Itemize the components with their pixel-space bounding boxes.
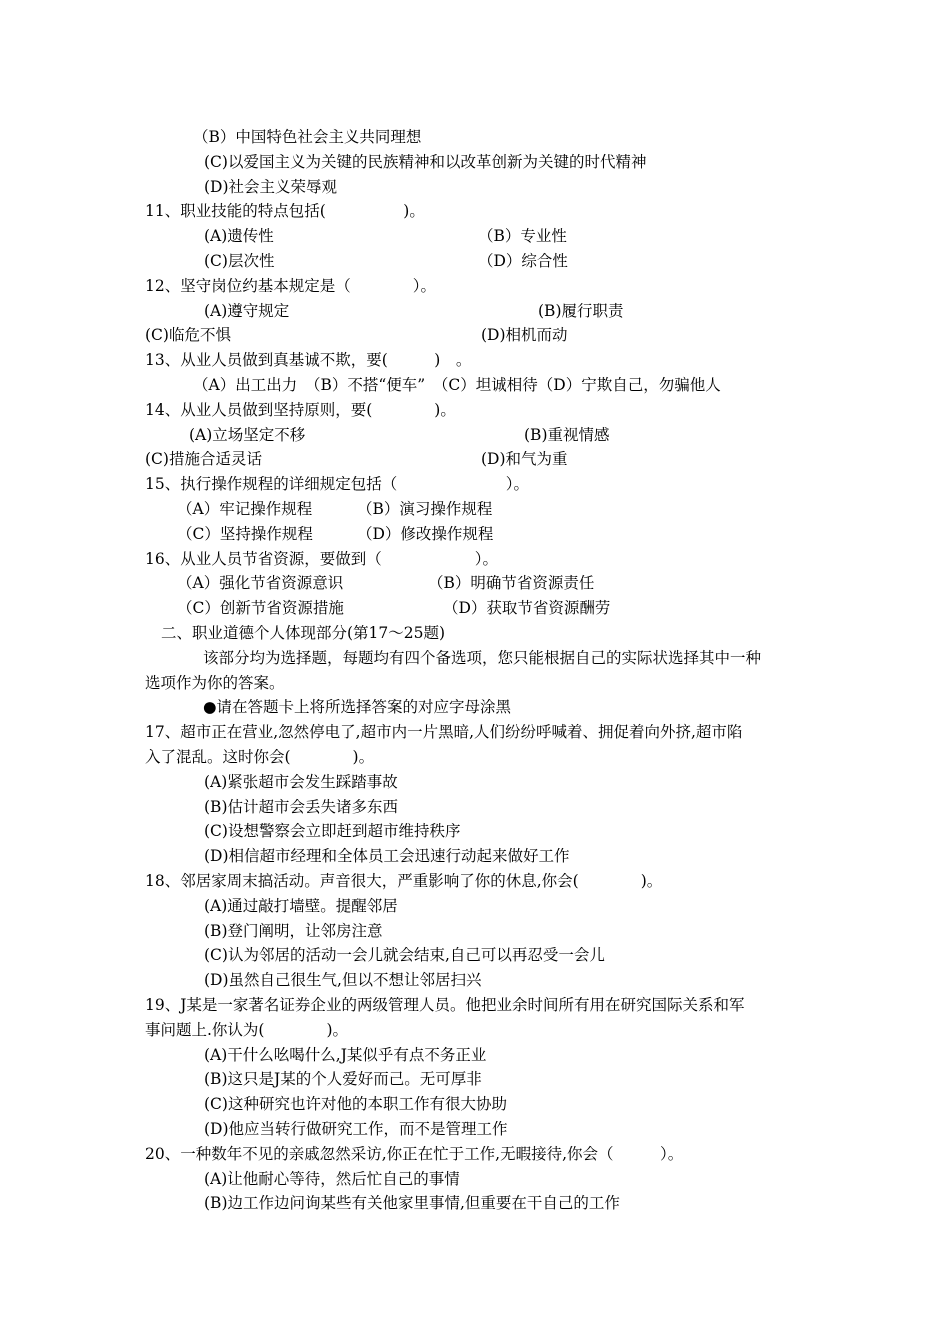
text-line: （A）出工出力 （B）不搭“便车” （C）坦诚相待（D）宁欺自己，勿骗他人: [193, 376, 721, 394]
option-right: （D）获取节省资源酬劳: [443, 599, 611, 618]
option-right: （D）综合性: [478, 252, 568, 270]
text-line: (D)社会主义荣辱观: [204, 177, 338, 196]
text-line: 13、从业人员做到真基诚不欺，要( ) 。: [145, 351, 472, 370]
text-line: 12、坚守岗位约基本规定是（ ）。: [145, 276, 436, 295]
text-line: (A)紧张超市会发生踩踏事故: [204, 772, 398, 791]
text-line: （B）中国特色社会主义共同理想: [193, 128, 422, 146]
text-line: (A)让他耐心等待，然后忙自己的事情: [204, 1169, 460, 1188]
option-right: (B)重视情感: [524, 425, 610, 444]
text-line: 19、J某是一家著名证券企业的两级管理人员。他把业余时间所有用在研究国际关系和军: [145, 996, 745, 1014]
text-line: 二、职业道德个人体现部分(第17～25题): [161, 624, 446, 642]
text-line: (C)临危不惧: [145, 326, 231, 345]
text-line: 事问题上.你认为( )。: [145, 1020, 349, 1039]
option-right: （B）专业性: [478, 227, 567, 246]
text-line: (C)层次性: [204, 252, 275, 270]
text-line: 11、职业技能的特点包括( )。: [145, 202, 425, 221]
text-line: (A)遵守规定: [204, 301, 290, 320]
text-line: ●请在答题卡上将所选择答案的对应字母涂黑: [203, 698, 512, 717]
text-line: (D)相信超市经理和全体员工会迅速行动起来做好工作: [204, 847, 570, 866]
option-right: （B）明确节省资源责任: [428, 574, 595, 593]
text-line: 选项作为你的答案。: [145, 673, 285, 692]
text-line: 17、超市正在营业,忽然停电了,超市内一片黑暗,人们纷纷呼喊着、拥促着向外挤,超市陷: [145, 723, 743, 742]
text-line: (A)遗传性: [204, 227, 274, 246]
text-line: （C）创新节省资源措施: [177, 599, 344, 618]
text-line: (C)以爱国主义为关键的民族精神和以改革创新为关键的时代精神: [204, 152, 647, 171]
text-line: （C）坚持操作规程: [177, 524, 313, 543]
text-line: (D)虽然自己很生气,但以不想让邻居扫兴: [204, 971, 482, 990]
text-line: (B)这只是J某的个人爱好而己。无可厚非: [204, 1070, 482, 1089]
text-line: (C)设想警察会立即赶到超市维持秩序: [204, 822, 461, 841]
option-right: （B）演习操作规程: [357, 500, 493, 518]
text-line: 20、一种数年不见的亲戚忽然采访,你正在忙于工作,无暇接待,你会（ ）。: [145, 1144, 684, 1163]
text-line: (B)登门阐明，让邻房注意: [204, 921, 383, 940]
option-right: (D)相机而动: [481, 326, 568, 345]
text-line: 该部分均为选择题，每题均有四个备选项，您只能根据自己的实际状选择其中一种: [203, 648, 762, 667]
text-line: （A）强化节省资源意识: [177, 574, 344, 593]
text-line: 入了混乱。这时你会( )。: [145, 748, 375, 766]
text-line: (D)他应当转行做研究工作，而不是管理工作: [204, 1120, 508, 1138]
text-line: （A）牢记操作规程: [177, 500, 313, 518]
option-right: (B)履行职责: [538, 301, 624, 320]
text-line: (A)干什么吆喝什么,J某似乎有点不务正业: [204, 1045, 487, 1064]
text-line: (C)措施合适灵话: [145, 450, 262, 469]
option-right: （D）修改操作规程: [357, 524, 494, 543]
text-line: (A)立场坚定不移: [189, 425, 306, 444]
text-line: (B)边工作边问询某些有关他家里事情,但重要在干自己的工作: [204, 1194, 620, 1213]
text-line: (B)估计超市会丢失诸多东西: [204, 797, 398, 816]
text-line: (C)认为邻居的活动一会儿就会结束,自己可以再忍受一会儿: [204, 946, 605, 965]
text-line: (C)这种研究也许对他的本职工作有很大协助: [204, 1095, 507, 1114]
text-line: 18、邻居家周末搞活动。声音很大，严重影响了你的休息,你会( )。: [145, 872, 663, 890]
text-line: 14、从业人员做到坚持原则，要( )。: [145, 400, 456, 419]
text-line: 15、执行操作规程的详细规定包括（ ）。: [145, 475, 529, 494]
text-line: (A)通过敲打墙壁。提醒邻居: [204, 896, 398, 915]
text-line: 16、从业人员节省资源，要做到（ ）。: [145, 549, 498, 568]
option-right: (D)和气为重: [481, 450, 568, 469]
